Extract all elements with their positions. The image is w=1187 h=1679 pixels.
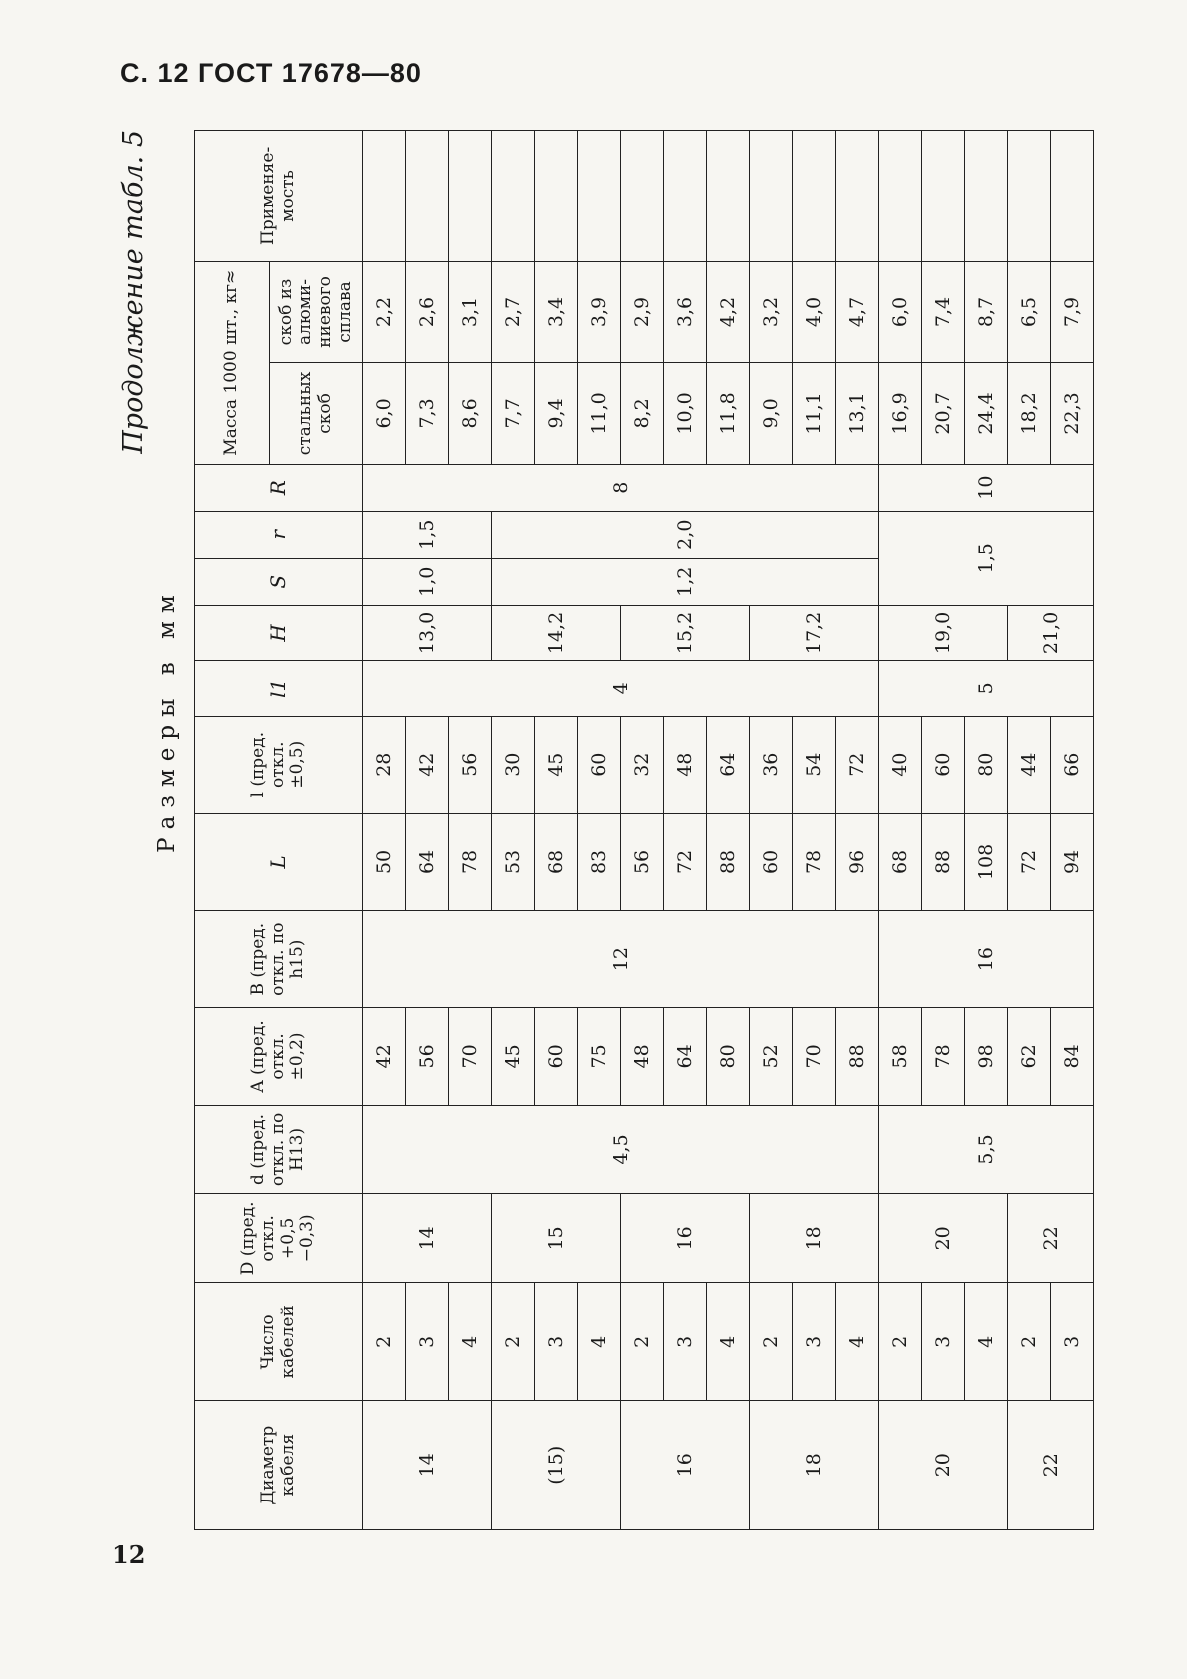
cell-count: 3 [664, 1283, 707, 1401]
table-row [535, 131, 578, 1530]
cell-count: 4 [707, 1283, 750, 1401]
cell-count: 2 [363, 1283, 406, 1401]
cell-A: 60 [535, 1008, 578, 1105]
cell-d: 4,5 [363, 1105, 879, 1194]
cell-L: 68 [879, 813, 922, 910]
cell-applicability [793, 131, 836, 262]
cell-count: 2 [621, 1283, 664, 1401]
cell-mass-steel: 7,7 [492, 363, 535, 464]
cell-count: 4 [965, 1283, 1008, 1401]
table-row [406, 131, 449, 1530]
cell-l: 72 [836, 716, 879, 813]
cell-L: 108 [965, 813, 1008, 910]
cell-mass-alu: 3,9 [578, 261, 621, 362]
cell-D: 18 [750, 1194, 879, 1283]
cell-L: 88 [922, 813, 965, 910]
cell-L: 53 [492, 813, 535, 910]
table-row [750, 131, 793, 1530]
table-row [492, 131, 535, 1530]
cell-mass-alu: 2,7 [492, 261, 535, 362]
cell-L: 88 [707, 813, 750, 910]
cell-mass-alu: 3,4 [535, 261, 578, 362]
cell-A: 84 [1051, 1008, 1094, 1105]
cell-l: 66 [1051, 716, 1094, 813]
header-mass-alu: скоб из алюми-ниевого сплава [270, 261, 363, 362]
cell-diameter: 14 [363, 1401, 492, 1530]
cell-mass-alu: 4,0 [793, 261, 836, 362]
page-number: 12 [112, 1540, 146, 1569]
header-diameter: Диаметр кабеля [195, 1401, 363, 1530]
cell-mass-alu: 7,4 [922, 261, 965, 362]
cell-A: 48 [621, 1008, 664, 1105]
cell-S: 1,0 [363, 558, 492, 605]
cell-applicability [449, 131, 492, 262]
header-r: r [195, 511, 363, 558]
header-R: R [195, 464, 363, 511]
cell-mass-alu: 7,9 [1051, 261, 1094, 362]
cell-applicability [879, 131, 922, 262]
cell-A: 62 [1008, 1008, 1051, 1105]
cell-L: 50 [363, 813, 406, 910]
cell-l: 60 [922, 716, 965, 813]
rotated-table-block [118, 130, 1083, 1530]
header-A: A (пред. откл. ±0,2) [195, 1008, 363, 1105]
cell-l: 48 [664, 716, 707, 813]
units-caption: Размеры в мм [154, 587, 180, 853]
table-row [1051, 131, 1094, 1530]
cell-mass-alu: 2,2 [363, 261, 406, 362]
table-row [793, 131, 836, 1530]
cell-count: 3 [535, 1283, 578, 1401]
cell-S: 1,5 [879, 511, 1094, 605]
cell-L: 94 [1051, 813, 1094, 910]
table-row [449, 131, 492, 1530]
cell-diameter: (15) [492, 1401, 621, 1530]
cell-count: 3 [922, 1283, 965, 1401]
page-title: С. 12 ГОСТ 17678—80 [120, 58, 422, 88]
table-row [1008, 131, 1051, 1530]
cell-L: 78 [449, 813, 492, 910]
header-S: S [195, 558, 363, 605]
cell-applicability [922, 131, 965, 262]
cell-H: 15,2 [621, 605, 750, 660]
cell-mass-steel: 13,1 [836, 363, 879, 464]
header-l: l (пред. откл. ±0,5) [195, 716, 363, 813]
header-B: B (пред. откл. по h15) [195, 911, 363, 1008]
cell-count: 2 [879, 1283, 922, 1401]
cell-mass-steel: 9,0 [750, 363, 793, 464]
cell-L: 72 [664, 813, 707, 910]
cell-mass-steel: 7,3 [406, 363, 449, 464]
cell-mass-alu: 4,7 [836, 261, 879, 362]
cell-l: 64 [707, 716, 750, 813]
cell-applicability [406, 131, 449, 262]
cell-H: 19,0 [879, 605, 1008, 660]
cell-mass-alu: 3,6 [664, 261, 707, 362]
cell-L: 56 [621, 813, 664, 910]
cell-mass-steel: 20,7 [922, 363, 965, 464]
table-row [965, 131, 1008, 1530]
cell-D: 16 [621, 1194, 750, 1283]
cell-L: 68 [535, 813, 578, 910]
cell-diameter: 16 [621, 1401, 750, 1530]
cell-mass-alu: 6,0 [879, 261, 922, 362]
cell-applicability [1008, 131, 1051, 262]
cell-A: 52 [750, 1008, 793, 1105]
cell-count: 4 [578, 1283, 621, 1401]
table-row [664, 131, 707, 1530]
cell-count: 2 [750, 1283, 793, 1401]
cell-mass-steel: 9,4 [535, 363, 578, 464]
cell-count: 3 [793, 1283, 836, 1401]
cell-applicability [836, 131, 879, 262]
cell-applicability [707, 131, 750, 262]
cell-A: 42 [363, 1008, 406, 1105]
cell-mass-steel: 10,0 [664, 363, 707, 464]
cell-B: 16 [879, 911, 1094, 1008]
cell-l: 44 [1008, 716, 1051, 813]
cell-D: 20 [879, 1194, 1008, 1283]
cell-mass-steel: 8,6 [449, 363, 492, 464]
header-H: H [195, 605, 363, 660]
cell-l1: 4 [363, 661, 879, 716]
cell-count: 2 [1008, 1283, 1051, 1401]
cell-applicability [578, 131, 621, 262]
cell-H: 13,0 [363, 605, 492, 660]
cell-mass-steel: 11,8 [707, 363, 750, 464]
cell-diameter: 22 [1008, 1401, 1094, 1530]
cell-mass-steel: 11,0 [578, 363, 621, 464]
header-mass: Масса 1000 шт., кг≈ [195, 261, 270, 464]
cell-r: 1,5 [363, 511, 492, 558]
cell-mass-alu: 2,9 [621, 261, 664, 362]
cell-A: 58 [879, 1008, 922, 1105]
cell-D: 22 [1008, 1194, 1094, 1283]
cell-mass-alu: 3,1 [449, 261, 492, 362]
cell-applicability [535, 131, 578, 262]
header-applicability: Применяе-мость [195, 131, 363, 262]
cell-mass-alu: 3,2 [750, 261, 793, 362]
table-row [836, 131, 879, 1530]
cell-D: 15 [492, 1194, 621, 1283]
cell-mass-steel: 6,0 [363, 363, 406, 464]
cell-l: 30 [492, 716, 535, 813]
cell-count: 2 [492, 1283, 535, 1401]
table-continuation-label: Продолжение табл. 5 [118, 130, 149, 454]
cell-applicability [1051, 131, 1094, 262]
cell-A: 70 [449, 1008, 492, 1105]
cell-mass-steel: 24,4 [965, 363, 1008, 464]
cell-applicability [750, 131, 793, 262]
cell-applicability [492, 131, 535, 262]
cell-L: 72 [1008, 813, 1051, 910]
cell-L: 83 [578, 813, 621, 910]
cell-count: 3 [406, 1283, 449, 1401]
cell-applicability [965, 131, 1008, 262]
cell-mass-steel: 18,2 [1008, 363, 1051, 464]
cell-l: 28 [363, 716, 406, 813]
header-L: L [195, 813, 363, 910]
header-count: Число кабелей [195, 1283, 363, 1401]
cell-l: 40 [879, 716, 922, 813]
cell-d: 5,5 [879, 1105, 1094, 1194]
cell-H: 21,0 [1008, 605, 1094, 660]
table-row [879, 131, 922, 1530]
table-row [578, 131, 621, 1530]
cell-applicability [621, 131, 664, 262]
cell-mass-alu: 2,6 [406, 261, 449, 362]
cell-mass-steel: 11,1 [793, 363, 836, 464]
header-d: d (пред. откл. по H13) [195, 1105, 363, 1194]
cell-A: 80 [707, 1008, 750, 1105]
cell-A: 75 [578, 1008, 621, 1105]
cell-A: 78 [922, 1008, 965, 1105]
table-row [363, 131, 406, 1530]
cell-A: 64 [664, 1008, 707, 1105]
cell-l: 54 [793, 716, 836, 813]
cell-l: 36 [750, 716, 793, 813]
cell-count: 4 [449, 1283, 492, 1401]
header-l1: l1 [195, 661, 363, 716]
cell-l: 60 [578, 716, 621, 813]
cell-l: 80 [965, 716, 1008, 813]
cell-H: 14,2 [492, 605, 621, 660]
cell-S: 1,2 [492, 558, 879, 605]
cell-L: 60 [750, 813, 793, 910]
header-mass-steel: стальных скоб [270, 363, 363, 464]
cell-B: 12 [363, 911, 879, 1008]
cell-mass-steel: 22,3 [1051, 363, 1094, 464]
cell-count: 3 [1051, 1283, 1094, 1401]
table-row [922, 131, 965, 1530]
cell-l: 42 [406, 716, 449, 813]
cell-L: 96 [836, 813, 879, 910]
cell-mass-alu: 8,7 [965, 261, 1008, 362]
cell-A: 88 [836, 1008, 879, 1105]
table-row [621, 131, 664, 1530]
cell-r: 2,0 [492, 511, 879, 558]
cell-applicability [363, 131, 406, 262]
cell-D: 14 [363, 1194, 492, 1283]
cell-mass-alu: 4,2 [707, 261, 750, 362]
cell-diameter: 18 [750, 1401, 879, 1530]
cell-mass-steel: 8,2 [621, 363, 664, 464]
cell-R: 8 [363, 464, 879, 511]
cell-applicability [664, 131, 707, 262]
dimensions-table [194, 130, 1094, 1530]
cell-diameter: 20 [879, 1401, 1008, 1530]
cell-A: 70 [793, 1008, 836, 1105]
cell-L: 64 [406, 813, 449, 910]
cell-A: 45 [492, 1008, 535, 1105]
cell-R: 10 [879, 464, 1094, 511]
cell-H: 17,2 [750, 605, 879, 660]
cell-count: 4 [836, 1283, 879, 1401]
cell-l1: 5 [879, 661, 1094, 716]
cell-A: 98 [965, 1008, 1008, 1105]
cell-mass-alu: 6,5 [1008, 261, 1051, 362]
cell-l: 32 [621, 716, 664, 813]
cell-l: 56 [449, 716, 492, 813]
header-D: D (пред. откл. +0,5 −0,3) [195, 1194, 363, 1283]
cell-mass-steel: 16,9 [879, 363, 922, 464]
cell-l: 45 [535, 716, 578, 813]
cell-L: 78 [793, 813, 836, 910]
cell-A: 56 [406, 1008, 449, 1105]
table-row [707, 131, 750, 1530]
